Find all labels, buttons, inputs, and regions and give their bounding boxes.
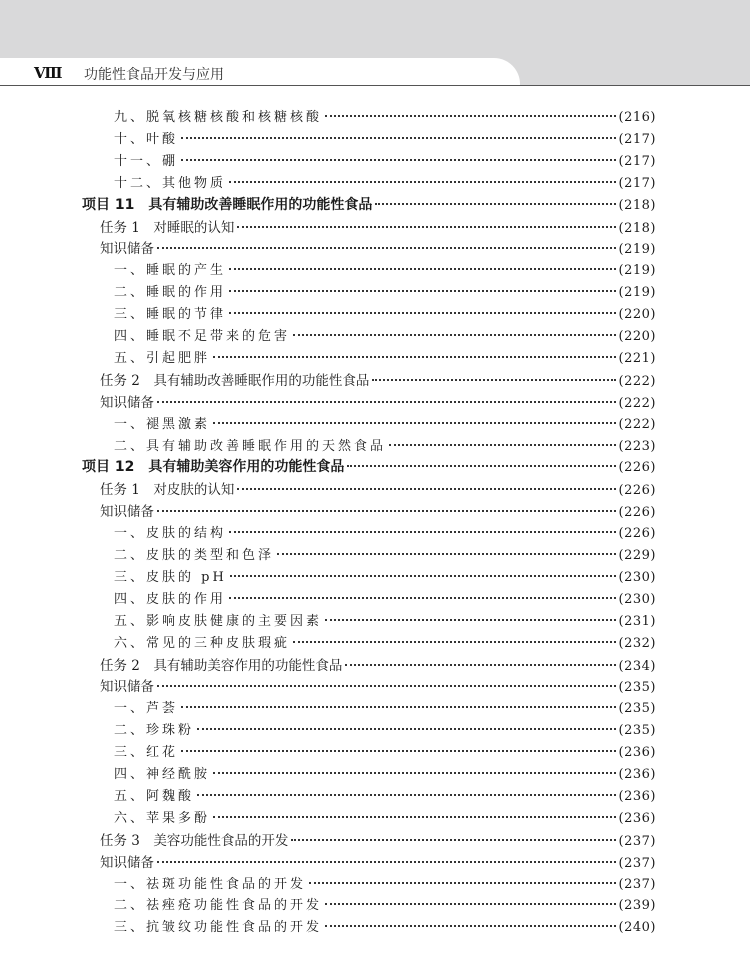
dot-leader <box>157 401 616 403</box>
toc-entry-label: 三、红花 <box>114 745 179 761</box>
dot-leader <box>325 903 616 905</box>
toc-entry-label: 六、苹果多酚 <box>114 810 211 826</box>
toc-task-entry <box>100 654 656 676</box>
dot-leader <box>229 268 616 270</box>
toc-entry-page: (236) <box>618 788 656 804</box>
dot-leader <box>197 728 616 730</box>
toc-entry-label: 十一、硼 <box>114 153 179 169</box>
toc-entry-page: (236) <box>618 810 656 826</box>
toc-entry-label: 项目 12 具有辅助美容作用的功能性食品 <box>82 459 345 476</box>
toc-entry-label: 一、芦荟 <box>114 701 179 717</box>
toc-entry-page: (231) <box>618 613 656 629</box>
toc-section-entry <box>114 150 656 172</box>
toc-entry-page: (226) <box>618 460 656 476</box>
dot-leader <box>277 553 616 555</box>
toc-entry-page: (236) <box>618 767 656 782</box>
toc-entry-page: (234) <box>618 658 656 674</box>
toc-entry-label: 知识储备 <box>100 504 154 521</box>
toc-section-entry <box>114 281 656 303</box>
dot-leader <box>237 226 615 228</box>
toc-entry-label: 任务 1 对睡眠的认知 <box>100 219 235 236</box>
toc-entry-label: 三、皮肤的 pH <box>114 569 227 585</box>
toc-section-entry <box>114 697 656 719</box>
toc-entry-label: 四、神经酰胺 <box>114 767 211 782</box>
dot-leader <box>157 510 616 512</box>
toc-section-entry <box>114 325 656 347</box>
toc-entry-page: (217) <box>618 153 656 169</box>
dot-leader <box>375 203 615 205</box>
toc-task-entry <box>100 829 656 851</box>
toc-project-entry <box>82 456 656 478</box>
toc-section-entry <box>114 566 656 588</box>
toc-entry-page: (235) <box>618 701 656 717</box>
toc-task-entry <box>100 675 656 697</box>
dot-leader <box>157 685 616 687</box>
toc-section-entry <box>114 588 656 610</box>
toc-entry-page: (235) <box>618 680 656 696</box>
toc-entry-label: 任务 1 对皮肤的认知 <box>100 482 235 499</box>
toc-section-entry <box>114 172 656 194</box>
toc-task-entry <box>100 369 656 391</box>
dot-leader <box>157 247 616 249</box>
dot-leader <box>181 159 616 161</box>
dot-leader <box>345 664 615 666</box>
dot-leader <box>309 882 616 884</box>
toc-entry-page: (216) <box>618 110 656 125</box>
toc-entry-page: (220) <box>618 307 656 323</box>
toc-task-entry <box>100 391 656 413</box>
page-number: Ⅷ <box>34 64 62 82</box>
toc-entry-label: 三、睡眠的节律 <box>114 307 227 323</box>
toc-task-entry <box>100 237 656 259</box>
toc-entry-label: 四、睡眠不足带来的危害 <box>114 329 291 344</box>
toc-section-entry <box>114 303 656 325</box>
toc-entry-label: 三、抗皱纹功能性食品的开发 <box>114 920 323 936</box>
toc-entry-label: 一、祛斑功能性食品的开发 <box>114 876 307 892</box>
toc-entry-label: 任务 2 具有辅助美容作用的功能性食品 <box>100 657 343 674</box>
toc-entry-label: 知识储备 <box>100 394 154 411</box>
toc-entry-page: (237) <box>618 876 656 892</box>
dot-leader <box>325 115 616 117</box>
dot-leader <box>213 356 616 358</box>
dot-leader <box>229 181 616 183</box>
toc-entry-label: 一、皮肤的结构 <box>114 526 227 542</box>
toc-entry-label: 五、引起肥胖 <box>114 350 211 366</box>
toc-entry-page: (230) <box>618 569 656 585</box>
toc-entry-page: (217) <box>618 131 656 147</box>
toc-section-entry <box>114 785 656 807</box>
dot-leader <box>325 619 616 621</box>
toc-entry-page: (219) <box>618 263 656 279</box>
toc-entry-label: 知识储备 <box>100 854 154 871</box>
dot-leader <box>229 290 616 292</box>
toc-entry-label: 任务 3 美容功能性食品的开发 <box>100 832 289 849</box>
toc-section-entry <box>114 632 656 654</box>
book-title: 功能性食品开发与应用 <box>84 67 224 83</box>
dot-leader <box>325 925 616 927</box>
toc-entry-label: 二、皮肤的类型和色泽 <box>114 548 275 563</box>
dot-leader <box>213 422 616 424</box>
toc-entry-page: (229) <box>618 548 656 563</box>
toc-section-entry <box>114 610 656 632</box>
toc-section-entry <box>114 916 656 938</box>
toc-entry-page: (237) <box>618 855 656 871</box>
dot-leader <box>197 794 616 796</box>
toc-entry-page: (218) <box>618 197 656 213</box>
toc-task-entry <box>100 478 656 500</box>
toc-entry-page: (236) <box>618 745 656 761</box>
dot-leader <box>213 816 616 818</box>
dot-leader <box>213 772 616 774</box>
toc-entry-page: (226) <box>618 505 656 521</box>
toc-section-entry <box>114 741 656 763</box>
toc-section-entry <box>114 347 656 369</box>
toc-entry-label: 项目 11 具有辅助改善睡眠作用的功能性食品 <box>82 196 373 213</box>
toc-entry-page: (232) <box>618 635 656 651</box>
toc-entry-page: (226) <box>618 526 656 542</box>
toc-project-entry <box>82 194 656 216</box>
dot-leader <box>237 488 615 490</box>
dot-leader <box>181 137 616 139</box>
toc-entry-label: 九、脱氧核糖核酸和核糖核酸 <box>114 110 323 125</box>
toc-entry-label: 知识储备 <box>100 241 154 258</box>
toc-section-entry <box>114 763 656 785</box>
toc-entry-page: (230) <box>618 591 656 607</box>
toc-section-entry <box>114 106 656 128</box>
dot-leader <box>293 334 616 336</box>
toc-entry-label: 知识储备 <box>100 679 154 696</box>
toc-entry-label: 二、具有辅助改善睡眠作用的天然食品 <box>114 438 387 454</box>
toc-entry-page: (240) <box>618 920 656 936</box>
toc-entry-label: 任务 2 具有辅助改善睡眠作用的功能性食品 <box>100 372 370 389</box>
toc-section-entry <box>114 128 656 150</box>
dot-leader <box>389 444 616 446</box>
toc-entry-page: (219) <box>618 285 656 301</box>
toc-entry-page: (217) <box>618 175 656 191</box>
toc-entry-page: (235) <box>618 723 656 739</box>
toc-section-entry <box>114 807 656 829</box>
toc-entry-label: 六、常见的三种皮肤瑕疵 <box>114 635 291 651</box>
toc-entry-label: 二、珍珠粉 <box>114 723 195 739</box>
dot-leader <box>229 531 616 533</box>
toc-section-entry <box>114 435 656 457</box>
toc-entry-page: (239) <box>618 898 656 914</box>
toc-entry-page: (222) <box>618 416 656 432</box>
toc-section-entry <box>114 522 656 544</box>
toc-entry-label: 四、皮肤的作用 <box>114 591 227 607</box>
header-title-bar <box>0 58 520 86</box>
dot-leader <box>229 597 616 599</box>
toc-entry-page: (222) <box>618 373 656 389</box>
toc-entry-label: 一、睡眠的产生 <box>114 263 227 279</box>
dot-leader <box>291 839 615 841</box>
dot-leader <box>181 706 616 708</box>
header-rule <box>0 85 750 86</box>
toc-entry-label: 二、祛痤疮功能性食品的开发 <box>114 898 323 914</box>
dot-leader <box>347 465 615 467</box>
dot-leader <box>229 312 616 314</box>
dot-leader <box>157 861 616 863</box>
toc-entry-label: 一、褪黑激素 <box>114 416 211 432</box>
toc-section-entry <box>114 259 656 281</box>
toc-task-entry <box>100 216 656 238</box>
toc-entry-page: (220) <box>618 329 656 344</box>
toc-entry-label: 十、叶酸 <box>114 131 179 147</box>
toc-task-entry <box>100 851 656 873</box>
dot-leader <box>181 750 616 752</box>
toc-entry-page: (222) <box>618 395 656 411</box>
toc-entry-label: 五、影响皮肤健康的主要因素 <box>114 613 323 629</box>
toc-entry-page: (223) <box>618 438 656 454</box>
page-header <box>0 0 750 86</box>
toc-entry-page: (218) <box>618 220 656 236</box>
toc-section-entry <box>114 873 656 895</box>
toc-section-entry <box>114 413 656 435</box>
toc-entry-label: 十二、其他物质 <box>114 175 227 191</box>
toc-section-entry <box>114 719 656 741</box>
toc-entry-page: (221) <box>618 350 656 366</box>
toc-section-entry <box>114 544 656 566</box>
toc-section-entry <box>114 894 656 916</box>
toc-entry-label: 二、睡眠的作用 <box>114 285 227 301</box>
toc-entry-page: (226) <box>618 483 656 499</box>
toc-entry-page: (219) <box>618 242 656 258</box>
dot-leader <box>372 379 615 381</box>
toc-entry-page: (237) <box>618 833 656 849</box>
toc-task-entry <box>100 500 656 522</box>
dot-leader <box>293 641 616 643</box>
dot-leader <box>230 575 616 577</box>
toc-entry-label: 五、阿魏酸 <box>114 788 195 804</box>
